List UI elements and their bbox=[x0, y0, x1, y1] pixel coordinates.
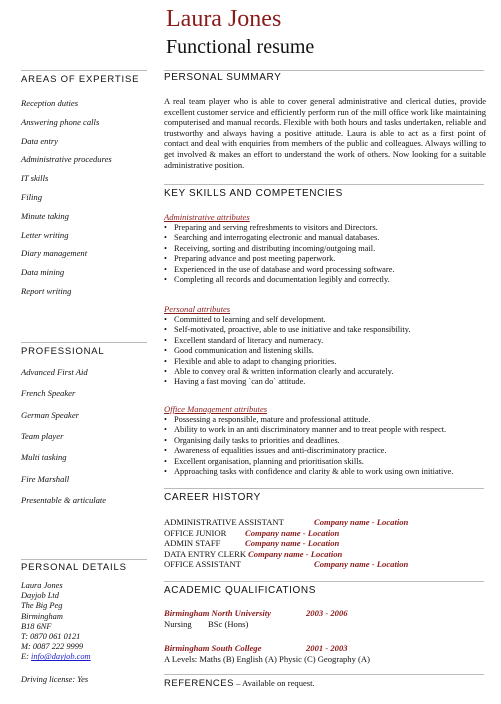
list-item: • Completing all records and documentation legibly and correctly. bbox=[164, 275, 394, 285]
list-item: • Experienced in the use of database and word processing software. bbox=[164, 265, 394, 275]
academic-years: 2001 - 2003 bbox=[306, 643, 348, 653]
career-row bbox=[164, 538, 408, 549]
professional-heading: PROFESSIONAL bbox=[21, 346, 105, 357]
list-item: • Able to convey oral & written information clearly and accurately. bbox=[164, 367, 410, 377]
company-location: Company name - Location bbox=[314, 559, 409, 570]
list-item: • Possessing a responsible, mature and professional attitude. bbox=[164, 415, 453, 425]
divider bbox=[164, 184, 484, 185]
contact-company: Dayjob Ltd bbox=[21, 591, 59, 601]
list-item: • Good communication and listening skills. bbox=[164, 346, 410, 356]
academic-row bbox=[164, 643, 370, 654]
divider bbox=[21, 342, 147, 343]
academic-subject: Nursing bbox=[164, 619, 192, 629]
list-item: • Flexible and able to adapt to changing priorities. bbox=[164, 357, 410, 367]
office-attributes-heading: Office Management attributes bbox=[164, 404, 268, 414]
academic-entry bbox=[164, 643, 370, 665]
list-item: • Excellent standard of literacy and numeracy. bbox=[164, 336, 410, 346]
list-item: Data entry bbox=[21, 135, 58, 146]
list-item: Advanced First Aid bbox=[21, 367, 88, 377]
personal-attributes-list bbox=[164, 315, 410, 388]
list-item: Team player bbox=[21, 430, 64, 441]
contact-street: The Big Peg bbox=[21, 601, 63, 611]
job-title: ADMIN STAFF bbox=[164, 538, 221, 549]
list-item: French Speaker bbox=[21, 388, 76, 399]
email-prefix: E: bbox=[21, 652, 31, 662]
list-item: Letter writing bbox=[21, 229, 69, 240]
contact-details bbox=[21, 581, 91, 663]
list-item: Report writing bbox=[21, 286, 72, 296]
academic-subject: A Levels: Maths (B) English (A) Physic (C) Geography (A) bbox=[164, 654, 370, 664]
list-item: Fire Marshall bbox=[21, 473, 70, 484]
list-item: Presentable & articulate bbox=[21, 494, 107, 505]
list-item: • Preparing and serving refreshments to visitors and Directors. bbox=[164, 223, 394, 233]
personal-details-heading: PERSONAL DETAILS bbox=[21, 562, 127, 573]
personal-summary-text: A real team player who is able to cover general administrative and clerical duties, provide excellent customer service and efficiently perform run of the mill office work like maintaining computerised and manual records. Flexible with both hours and tasks undertaken, reliable and trustworthy and always having a positive attitude. Laura is able to act as a first point of contact and deal with enquiries from members of the public and colleagues. Always willing to get involved & makes an effort to understand the work of others. Now looking for a suitable administrative position. bbox=[164, 96, 486, 170]
list-item: • Organising daily tasks to priorities and deadlines. bbox=[164, 436, 453, 446]
email-link[interactable]: info@dayjob.com bbox=[31, 652, 91, 662]
list-item: Answering phone calls bbox=[21, 116, 100, 127]
list-item: • Having a fast moving `can do` attitude. bbox=[164, 377, 410, 387]
institution-name: Birmingham North University bbox=[164, 608, 271, 618]
references-heading: REFERENCES bbox=[164, 678, 234, 689]
list-item: • Receiving, sorting and distributing incoming/outgoing mail. bbox=[164, 244, 394, 254]
job-title: DATA ENTRY CLERK bbox=[164, 548, 247, 559]
key-skills-heading: KEY SKILLS AND COMPETENCIES bbox=[164, 188, 343, 199]
list-item: Diary management bbox=[21, 248, 88, 259]
contact-email-row bbox=[21, 652, 91, 662]
personal-summary-heading: PERSONAL SUMMARY bbox=[164, 72, 282, 83]
divider bbox=[21, 559, 147, 560]
career-list bbox=[164, 517, 408, 570]
list-item: Reception duties bbox=[21, 98, 79, 108]
expertise-heading: AREAS OF EXPERTISE bbox=[21, 74, 140, 85]
divider bbox=[164, 70, 484, 71]
company-location: Company name - Location bbox=[245, 527, 340, 538]
list-item: German Speaker bbox=[21, 409, 79, 420]
personal-attributes-heading: Personal attributes bbox=[164, 304, 231, 314]
references-line bbox=[164, 678, 315, 689]
career-row bbox=[164, 559, 408, 570]
list-item: Administrative procedures bbox=[21, 154, 112, 165]
list-item: • Approaching tasks with confidence and clarity & able to work using own initiative. bbox=[164, 467, 453, 477]
institution-name: Birmingham South College bbox=[164, 643, 262, 653]
list-item: • Searching and interrogating electronic and manual databases. bbox=[164, 233, 394, 243]
job-title: OFFICE JUNIOR bbox=[164, 527, 227, 538]
list-item: • Awareness of equalities issues and anti-discriminatory practice. bbox=[164, 446, 453, 456]
list-item: Data mining bbox=[21, 267, 65, 278]
list-item: • Preparing advance and post meeting paperwork. bbox=[164, 254, 394, 264]
academic-heading: ACADEMIC QUALIFICATIONS bbox=[164, 585, 316, 596]
list-item: IT skills bbox=[21, 173, 49, 184]
career-row bbox=[164, 517, 408, 528]
references-note: – Available on request. bbox=[233, 678, 315, 688]
list-item: • Ability to work in an anti discriminatory manner and to treat people with respect. bbox=[164, 425, 453, 435]
list-item: Multi tasking bbox=[21, 452, 67, 463]
name-title: Laura Jones bbox=[166, 6, 282, 32]
divider bbox=[164, 581, 484, 582]
career-row bbox=[164, 528, 408, 539]
contact-postcode: B18 6NF bbox=[21, 621, 52, 631]
academic-row bbox=[164, 619, 348, 630]
divider bbox=[164, 674, 484, 675]
driving-license: Driving license: Yes bbox=[21, 675, 89, 684]
company-location: Company name - Location bbox=[248, 548, 343, 559]
career-history-heading: CAREER HISTORY bbox=[164, 492, 261, 503]
list-item: • Committed to learning and self development. bbox=[164, 315, 410, 325]
career-row bbox=[164, 549, 408, 560]
company-location: Company name - Location bbox=[314, 517, 409, 527]
office-attributes-list bbox=[164, 415, 453, 477]
resume-subtitle: Functional resume bbox=[166, 36, 315, 58]
divider bbox=[21, 70, 147, 71]
list-item: • Excellent organisation, planning and prioritisation skills. bbox=[164, 457, 453, 467]
list-item: • Self-motivated, proactive, able to use initiative and take responsibility. bbox=[164, 325, 410, 335]
job-title: ADMINISTRATIVE ASSISTANT bbox=[164, 517, 284, 527]
contact-mobile: M: 0087 222 9999 bbox=[21, 642, 84, 652]
list-item: Filing bbox=[21, 192, 43, 202]
admin-attributes-heading: Administrative attributes bbox=[164, 212, 250, 222]
company-location: Company name - Location bbox=[245, 538, 340, 549]
academic-entry bbox=[164, 608, 348, 630]
job-title: OFFICE ASSISTANT bbox=[164, 559, 241, 570]
academic-years: 2003 - 2006 bbox=[306, 608, 348, 618]
contact-city: Birmingham bbox=[21, 611, 63, 621]
contact-telephone: T: 0870 061 0121 bbox=[21, 632, 81, 642]
academic-row bbox=[164, 608, 348, 619]
list-item: Minute taking bbox=[21, 210, 69, 221]
admin-attributes-list bbox=[164, 223, 394, 285]
contact-name: Laura Jones bbox=[21, 581, 63, 590]
divider bbox=[164, 488, 484, 489]
academic-grade: BSc (Hons) bbox=[208, 619, 249, 629]
